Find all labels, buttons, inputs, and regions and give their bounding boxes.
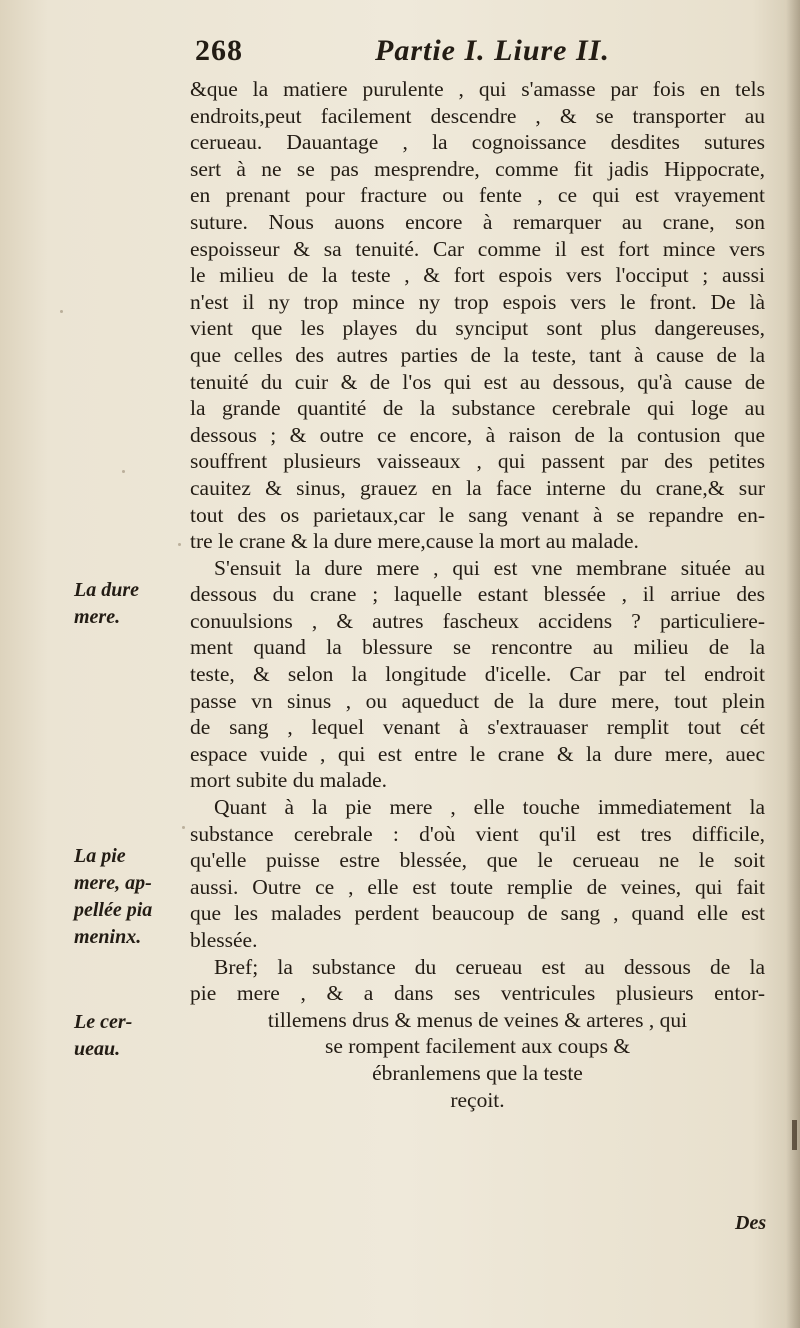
text-line: tout des os parietaux,car le sang venant à se repandre en- [190, 502, 765, 527]
text-line: le milieu de la teste , & fort espois vers l'occiput ; aussi [190, 263, 765, 288]
margin-note-line: Le cer- [74, 1011, 133, 1033]
text-line: substance cerebrale : d'où vient qu'il est tres difficile, [190, 821, 765, 846]
text-line: cauitez & sinus, grauez en la face interne du crane,& sur [190, 475, 765, 500]
text-line: en prenant pour fracture ou fente , ce qui est vrayement [190, 183, 765, 208]
margin-note-line: La pie [74, 845, 126, 867]
text-line: vient que les playes du synciput sont plus dangereuses, [190, 316, 765, 341]
text-line: blessée. [190, 928, 258, 952]
text-line: suture. Nous auons encore à remarquer au crane, son [190, 209, 765, 234]
catchword: Des [735, 1212, 767, 1234]
text-line: &que la matiere purulente , qui s'amasse par fois en tels [190, 77, 765, 101]
text-line: qu'elle puisse estre blessée, que le cerueau ne le soit [190, 848, 765, 873]
text-line: espace vuide , qui est entre le crane & la dure mere, auec [190, 741, 765, 766]
main-text-block [190, 76, 765, 1113]
margin-note-line: pellée pia [74, 899, 153, 921]
text-line: S'ensuit la dure mere , qui est vne membrane située au [214, 555, 765, 580]
page-number: 268 [195, 34, 243, 67]
margin-note-dure-mere [74, 577, 184, 631]
text-line: dessous ; & outre ce encore, à raison de la contusion que [190, 422, 765, 447]
text-line: pie mere , & a dans ses ventricules plusieurs entor- [190, 981, 765, 1006]
text-line: ment quand la blessure se rencontre au milieu de la [190, 635, 765, 660]
text-line: que celles des autres parties de la teste, tant à cause de la [190, 342, 765, 367]
text-line: espoisseur & sa tenuité. Car comme il est fort mince vers [190, 236, 765, 261]
text-line: se rompent facilement aux coups & [324, 1034, 631, 1059]
margin-note-line: ueau. [74, 1038, 121, 1060]
text-line: tillemens drus & menus de veines & arteres , qui [267, 1007, 688, 1032]
text-line: de sang , lequel venant à s'extrauaser remplit tout cét [190, 715, 765, 740]
margin-note-line: La dure [74, 579, 139, 601]
text-line: n'est il ny trop mince ny trop espois vers le front. De là [190, 289, 765, 314]
paper-speck [178, 543, 181, 546]
text-line: tre le crane & la dure mere,cause la mort au malade. [190, 529, 639, 554]
margin-note-line: mere, ap- [74, 872, 152, 894]
text-line: reçoit. [450, 1087, 505, 1112]
paper-speck [122, 470, 125, 473]
margin-note-cerueau [74, 1009, 184, 1063]
paper-speck [182, 826, 185, 829]
text-line: cerueau. Dauantage , la cognoissance desdites sutures [190, 130, 765, 155]
text-line: passe vn sinus , ou aqueduct de la dure mere, tout plein [190, 688, 765, 713]
text-line: aussi. Outre ce , elle est toute remplie de veines, qui fait [190, 874, 765, 899]
paper-speck [60, 310, 63, 313]
text-line: que les malades perdent beaucoup de sang , quand elle est [190, 901, 765, 926]
text-line: Bref; la substance du cerueau est au dessous de la [214, 954, 765, 979]
running-title: Partie I. Liure II. [375, 34, 610, 67]
text-line: tenuité du cuir & de l'os qui est au dessous, qu'à cause de [190, 369, 765, 394]
text-line: mort subite du malade. [190, 768, 388, 793]
margin-note-line: mere. [74, 606, 121, 628]
margin-note-pie-mere [74, 843, 184, 951]
text-line: conuulsions , & autres fascheux accidens ? particuliere- [190, 608, 765, 633]
text-line: dessous du crane ; laquelle estant blessée , il arriue des [190, 582, 765, 607]
text-line: endroits,peut facilement descendre , & se transporter au [190, 103, 765, 128]
page-header [195, 34, 765, 76]
text-line: teste, & selon la longitude d'icelle. Car par tel endroit [190, 662, 765, 687]
text-line: ébranlemens que la teste [372, 1060, 583, 1085]
text-line: la grande quantité de la substance cerebrale qui loge au [190, 396, 765, 421]
text-line: souffrent plusieurs vaisseaux , qui passent par des petites [190, 449, 765, 474]
page-edge-mark [792, 1120, 797, 1150]
margin-note-line: meninx. [74, 926, 142, 948]
text-line: Quant à la pie mere , elle touche immediatement la [214, 795, 765, 820]
text-line: sert à ne se pas mesprendre, comme fit jadis Hippocrate, [190, 156, 765, 181]
